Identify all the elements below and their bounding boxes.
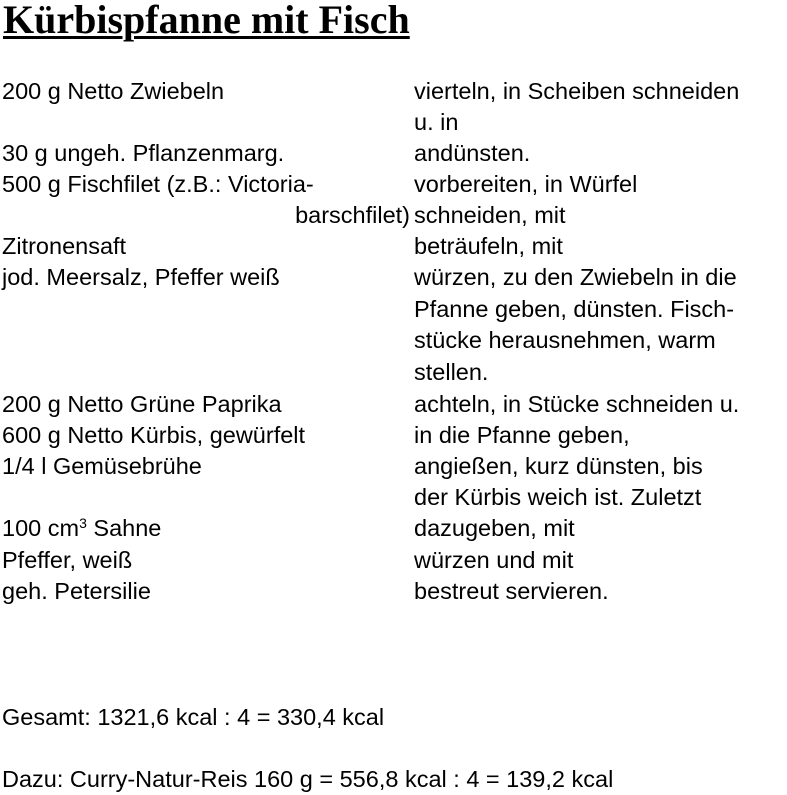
step-parsley: bestreut servieren. <box>414 578 609 604</box>
step-fish: vorbereiten, in Würfel <box>414 171 638 197</box>
step-lemon-juice: beträufeln, mit <box>414 233 563 259</box>
step-broth: angießen, kurz dünsten, bis <box>414 453 703 479</box>
step-onions-cont: u. in <box>414 109 459 135</box>
side-dish-calories: Dazu: Curry-Natur-Reis 160 g = 556,8 kcal : 4 = 139,2 kcal <box>2 766 614 792</box>
ingredient-lemon-juice: Zitronensaft <box>2 233 127 259</box>
step-salt-pepper-cont-2: stücke herausnehmen, warm <box>414 327 716 353</box>
step-cream: dazugeben, mit <box>414 515 575 541</box>
ingredient-margarine: 30 g ungeh. Pflanzenmarg. <box>2 140 285 166</box>
ingredient-parsley: geh. Petersilie <box>2 578 151 604</box>
step-salt-pepper: würzen, zu den Zwiebeln in die <box>414 264 737 290</box>
cubic-superscript: 3 <box>79 515 87 531</box>
total-calories: Gesamt: 1321,6 kcal : 4 = 330,4 kcal <box>2 704 385 730</box>
cream-amount: 100 cm <box>2 515 80 541</box>
step-paprika: achteln, in Stücke schneiden u. <box>414 391 740 417</box>
ingredient-fish-cont: barschfilet) <box>295 202 410 228</box>
step-pepper: würzen und mit <box>414 547 574 573</box>
ingredient-pumpkin: 600 g Netto Kürbis, gewürfelt <box>2 422 306 448</box>
recipe-title: Kürbispfanne mit Fisch <box>3 0 410 42</box>
step-pumpkin: in die Pfanne geben, <box>414 422 630 448</box>
ingredient-salt-pepper: jod. Meersalz, Pfeffer weiß <box>2 264 280 290</box>
ingredient-onions: 200 g Netto Zwiebeln <box>2 78 225 104</box>
ingredient-broth: 1/4 l Gemüsebrühe <box>2 453 202 479</box>
step-salt-pepper-cont-1: Pfanne geben, dünsten. Fisch- <box>414 296 735 322</box>
step-salt-pepper-cont-3: stellen. <box>414 359 489 385</box>
ingredient-paprika: 200 g Netto Grüne Paprika <box>2 391 282 417</box>
step-broth-cont: der Kürbis weich ist. Zuletzt <box>414 484 702 510</box>
step-margarine: andünsten. <box>414 140 531 166</box>
step-onions: vierteln, in Scheiben schneiden <box>414 78 740 104</box>
cream-name: Sahne <box>86 515 162 541</box>
step-fish-cont: schneiden, mit <box>414 202 566 228</box>
ingredient-pepper: Pfeffer, weiß <box>2 547 133 573</box>
ingredient-fish: 500 g Fischfilet (z.B.: Victoria- <box>2 171 314 197</box>
ingredient-cream <box>2 513 161 544</box>
